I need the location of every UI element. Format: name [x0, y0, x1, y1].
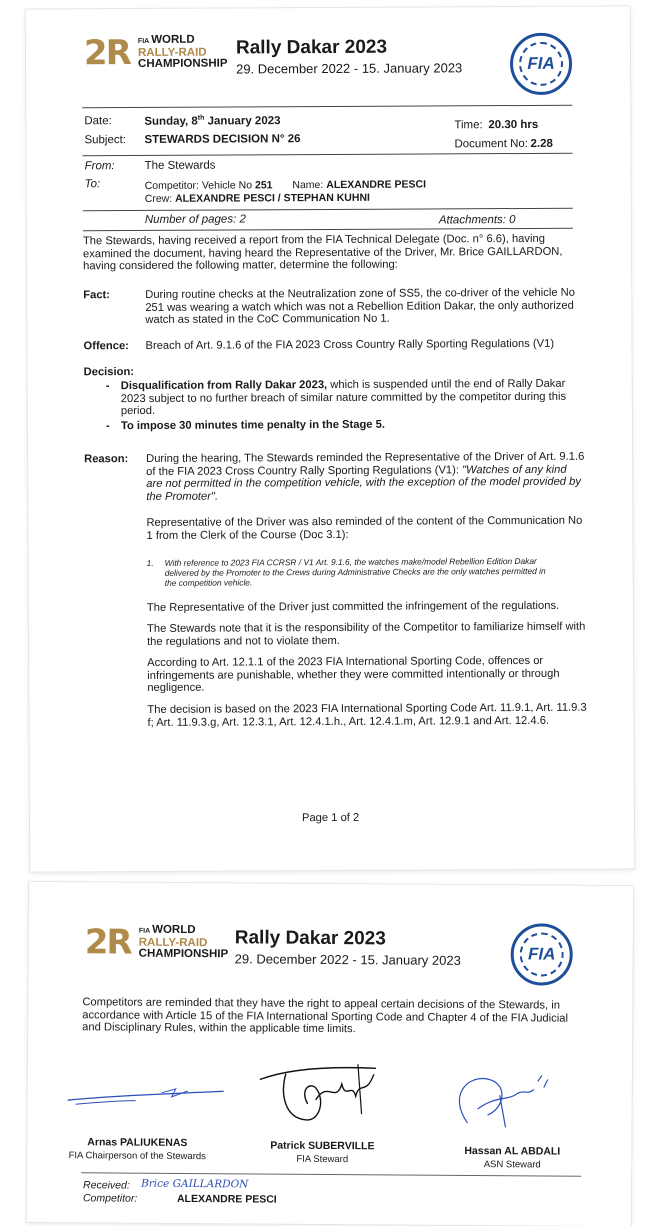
signature-al-abdali	[447, 1065, 557, 1136]
appeal-paragraph: Competitors are reminded that they have the right to appeal certain decisions of the Stewards, in accordance with Article 15 of the FIA International Sporting Code and Chapter 4 of the FIA Judicial and Disciplinary Rules, within the applicable time limits.	[82, 996, 569, 1036]
steward-1-role: FIA Chairperson of the Stewards	[68, 1150, 206, 1163]
steward-1-name: Arnas PALIUKENAS	[87, 1136, 188, 1150]
rally-raid-logo-text: FIA WORLD RALLY-RAID CHAMPIONSHIP	[138, 923, 229, 961]
header-divider	[82, 105, 572, 109]
time-value: 20.30 hrs	[488, 118, 539, 132]
event-title: Rally Dakar 2023	[235, 36, 388, 59]
rally-raid-logo-mark: 2R	[84, 922, 131, 963]
responsibility-paragraph: The Stewards note that it is the responsibility of the Competitor to familiarize himself with the regulations and not to violate them.	[146, 620, 586, 648]
subject-value: STEWARDS DECISION N° 26	[144, 133, 301, 146]
document-page-2	[27, 882, 633, 1226]
reason-label: Reason:	[84, 453, 129, 466]
steward-3-name: Hassan AL ABDALI	[464, 1144, 561, 1158]
fia-logo: FIA	[510, 923, 572, 985]
from-value: The Stewards	[144, 159, 216, 172]
rally-raid-logo-text: FIA WORLD RALLY-RAID CHAMPIONSHIP	[137, 33, 228, 70]
date-label: Date:	[84, 115, 112, 128]
competitor-value: ALEXANDRE PESCI	[176, 1192, 277, 1206]
fact-text: During routine checks at the Neutralization zone of SS5, the co-driver of the vehicle No 251 was wearing a watch which was not a Rebellion Edition Dakar, the only authorized watch as stated in the CoC Communication No 1.	[145, 286, 575, 327]
event-dates: 29. December 2022 - 15. January 2023	[236, 60, 463, 77]
infringement-paragraph: The Representative of the Driver just committed the infringement of the regulations.	[146, 599, 560, 614]
steward-3-role: ASN Steward	[483, 1159, 541, 1171]
divider	[83, 228, 573, 232]
pages-count: Number of pages: 2	[144, 213, 246, 226]
date-value: Sunday, 8th January 2023	[144, 114, 281, 128]
quote-number: 1.	[146, 557, 154, 568]
received-signature: Brice GAILLARDON	[141, 1177, 249, 1191]
document-page-1	[26, 6, 635, 871]
divider	[83, 208, 573, 212]
competitor-line: Competitor: Vehicle No 251 Name: ALEXANDRE PESCI	[144, 178, 427, 192]
attachments-count: Attachments: 0	[438, 214, 516, 227]
fia-logo: FIA	[510, 33, 572, 95]
time-label: Time:	[454, 119, 483, 132]
signature-paliukenas	[66, 1078, 226, 1119]
signature-suberville	[255, 1059, 385, 1128]
divider	[83, 153, 573, 157]
from-label: From:	[84, 160, 115, 173]
steward-2-role: FIA Steward	[296, 1153, 349, 1166]
event-title: Rally Dakar 2023	[234, 927, 386, 950]
document-label: Document No:	[454, 137, 529, 151]
to-label: To:	[84, 178, 101, 191]
decision-label: Decision:	[83, 366, 135, 379]
divider	[81, 1172, 581, 1176]
decision-item-2: To impose 30 minutes time penalty in the Stage 5.	[120, 418, 385, 433]
received-label: Received:	[83, 1179, 130, 1192]
offence-text: Breach of Art. 9.1.6 of the FIA 2023 Cross Country Rally Sporting Regulations (V1)	[145, 337, 555, 352]
steward-2-name: Patrick SUBERVILLE	[270, 1139, 375, 1153]
fact-label: Fact:	[83, 289, 111, 302]
competitor-label: Competitor:	[82, 1192, 138, 1205]
bullet: -	[105, 420, 110, 433]
bullet: -	[105, 380, 110, 393]
document-value: 2.28	[530, 137, 553, 150]
crew-line: Crew: ALEXANDRE PESCI / STEPHAN KUHNI	[144, 191, 370, 205]
intro-paragraph: The Stewards, having received a report from the FIA Technical Delegate (Doc. n° 6.6), having examined the document, having heard the Representative of the Driver, Mr. Brice GAILLARDON, having considered the following matter, determine the following:	[82, 232, 563, 273]
quote-text: With reference to 2023 FIA CCRSR / V1 Art. 9.1.6, the watches make/model Rebellion Edition Dakar delivered by the Promoter to the Crews during Administrative Checks are the only watches permitted in the competition vehicle.	[164, 555, 546, 588]
rally-raid-logo-mark: 2R	[83, 33, 130, 74]
legal-basis-paragraph: The decision is based on the 2023 FIA International Sporting Code Art. 11.9.1, Art. 11.9.3 f; Art. 11.9.3.g, Art. 12.3.1, Art. 12.4.1.h., Art. 12.4.1.m, Art. 12.9.1 and Art. 12.4.6.	[147, 701, 587, 729]
decision-item-1: Disqualification from Rally Dakar 2023, which is suspended until the end of Rally Dakar 2023 subject to no further breach of similar nature committed by the competitor during this period.	[120, 377, 567, 418]
page-number: Page 1 of 2	[301, 811, 360, 825]
event-dates: 29. December 2022 - 15. January 2023	[234, 951, 461, 968]
offence-label: Offence:	[83, 340, 129, 353]
isc-paragraph: According to Art. 12.1.1 of the 2023 FIA International Sporting Code, offences or infringements are punishable, whether they were committed intentionally or through negligence.	[147, 654, 560, 695]
subject-label: Subject:	[84, 134, 127, 147]
reminder-paragraph: Representative of the Driver was also reminded of the content of the Communication No 1 from the Clerk of the Course (Doc 3.1):	[146, 514, 583, 542]
reason-text: During the hearing, The Stewards reminded the Representative of the Driver of Art. 9.1.6 of the FIA 2023 Cross Country Rally Sporting Regulations (V1): "Watches of any kind are not permitted in the competition vehicle, with the exception of the model provided by the Promoter".	[146, 450, 585, 503]
